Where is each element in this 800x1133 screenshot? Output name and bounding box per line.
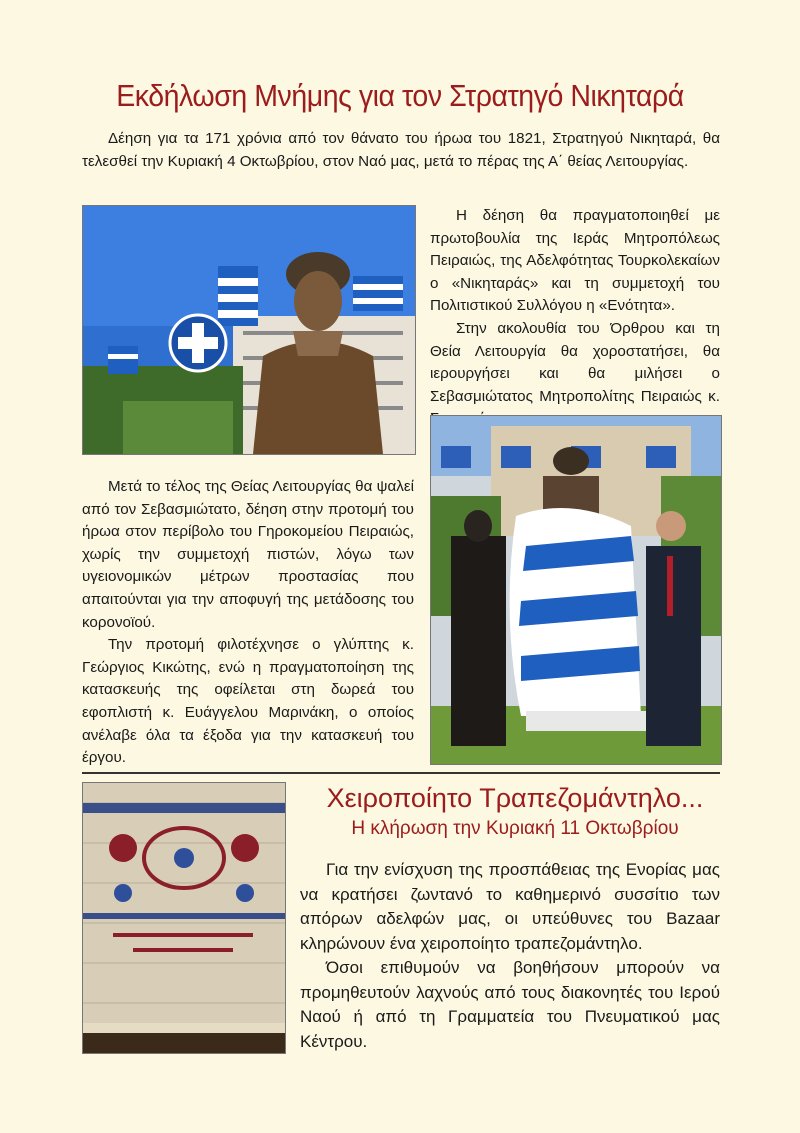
left-text-block (82, 476, 414, 770)
section-divider (82, 772, 720, 774)
sculptor-paragraph: Την προτομή φιλοτέχνησε ο γλύπτης κ. Γεώργιος Κικώτης, ενώ η πραγματοποίηση της κατασκευής της οφείλεται στη δωρεά του εφοπλιστή κ. Ευάγγελου Μαρινάκη, ο οποίος ανέλαβε όλα τα έξοδα για την κατασκευή του έργου. (82, 636, 414, 767)
tablecloth-text-block (300, 858, 720, 1054)
doxology-paragraph: Μετά το τέλος της Θείας Λειτουργίας θα ψαλεί από τον Σεβασμιώτατο, δέηση στην προτομή του ήρωα στον περίβολο του Γηροκομείου Πειραιώς, χωρίς την συμμετοχή πιστών, λόγω των υγειονομικών μέτρων προστασίας που απαιτούνται για την αποφυγή της μετάδοσης του κορονοϊού. (82, 478, 414, 631)
liturgy-paragraph: Στην ακολουθία του Όρθρου και τη Θεία Λειτουργία θα χοροστατήσει, θα ιερουργήσει και θα μιλήσει ο Σεβασμιώτατος Μητροπολίτης Πειραιώς κ. (430, 319, 720, 405)
organizers-paragraph: Η δέηση θα πραγματοποιηθεί με πρωτοβουλία της Ιεράς Μητροπόλεως Πειραιώς, της Αδελφότητας Τουρκολεκαίων ο «Νικηταράς» και τη συμμετοχή του Πολιτιστικού Συλλόγου η «Ενότητα». (430, 207, 720, 315)
intro-text-block (82, 128, 720, 173)
article-title: Εκδήλωση Μνήμης για τον Στρατηγό Νικηταρά (116, 78, 684, 113)
unveiling-ceremony-photo (430, 415, 722, 765)
tablecloth-photo (82, 782, 286, 1054)
nikitaras-bust-photo (82, 205, 416, 455)
tablecloth-title: Χειροποίητο Τραπεζομάντηλο... (326, 783, 704, 813)
right-text-block (430, 205, 720, 431)
raffle-date-subtitle: Η κλήρωση την Κυριακή 11 Οκτωβρίου (351, 818, 679, 839)
raffle-tickets-paragraph: Όσοι επιθυμούν να βοηθήσουν μπορούν να προμηθευτούν λαχνούς από τους διακονητές του Ιερού Ναού ή από τη Γραμματεία του Πνευματικού μας Κέντρου. (300, 958, 720, 1051)
intro-paragraph: Δέηση για τα 171 χρόνια από τον θάνατο του ήρωα του 1821, Στρατηγού Νικηταρά, θα τελεσθεί την Κυριακή 4 Οκτωβρίου, στον Ναό μας, μετά το πέρας της Α΄ θείας Λειτουργίας. (82, 130, 720, 170)
raffle-purpose-paragraph: Για την ενίσχυση της προσπάθειας της Ενορίας μας να κρατήσει ζωντανό το καθημερινό συσσίτιο των απόρων αδελφών μας, οι υπεύθυνες του Bazaar κληρώνουν ένα χειροποίητο τραπεζομάντηλο. (300, 860, 720, 953)
